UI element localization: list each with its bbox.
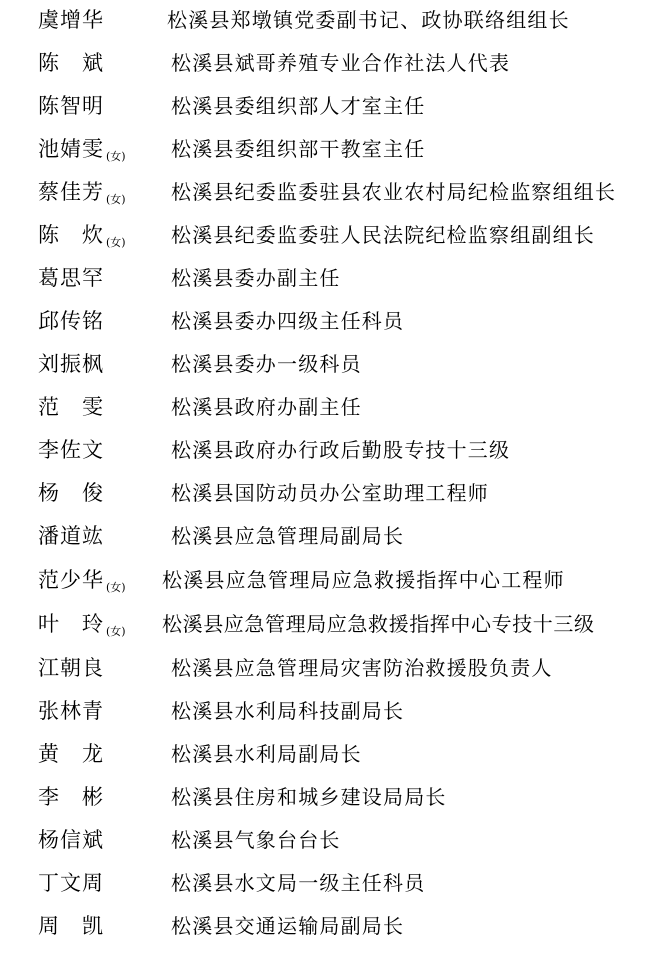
person-name: 范 雯 (38, 395, 104, 419)
list-item (0, 430, 655, 470)
person-title: 松溪县政府办副主任 (171, 395, 362, 419)
list-item (0, 43, 655, 83)
gender-note: (女) (106, 150, 126, 163)
person-title: 松溪县应急管理局应急救援指挥中心工程师 (162, 568, 565, 592)
list-item (0, 906, 655, 946)
person-name: 陈 斌 (38, 51, 104, 75)
gender-note: (女) (106, 236, 126, 249)
person-name: 李 彬 (38, 785, 104, 809)
person-name: 范少华 (女) (38, 568, 126, 594)
gender-note: (女) (106, 581, 126, 594)
list-item (0, 215, 655, 255)
list-item (0, 604, 655, 644)
person-name: 葛思罕 (38, 266, 104, 290)
list-item (0, 0, 655, 40)
person-title: 松溪县斌哥养殖专业合作社法人代表 (171, 51, 511, 75)
person-title: 松溪县水文局一级主任科员 (171, 871, 426, 895)
person-name: 潘道竑 (38, 524, 104, 548)
list-item (0, 820, 655, 860)
person-title: 松溪县纪委监委驻人民法院纪检监察组副组长 (171, 223, 595, 247)
list-item (0, 129, 655, 169)
list-item (0, 691, 655, 731)
gender-note: (女) (106, 193, 126, 206)
list-item (0, 301, 655, 341)
person-title: 松溪县交通运输局副局长 (171, 914, 405, 938)
person-title: 松溪县气象台台长 (171, 828, 341, 852)
person-title: 松溪县委组织部干教室主任 (171, 137, 426, 161)
person-name: 陈 炊 (女) (38, 223, 126, 249)
person-title: 松溪县委办一级科员 (171, 352, 362, 376)
person-title: 松溪县纪委监委驻县农业农村局纪检监察组组长 (171, 180, 617, 204)
person-name: 李佐文 (38, 438, 104, 462)
person-name: 池婧雯 (女) (38, 137, 126, 163)
person-title: 松溪县水利局副局长 (171, 742, 362, 766)
person-name: 虞增华 (38, 8, 104, 32)
person-title: 松溪县住房和城乡建设局局长 (171, 785, 447, 809)
person-title: 松溪县委办四级主任科员 (171, 309, 405, 333)
person-title: 松溪县政府办行政后勤股专技十三级 (171, 438, 511, 462)
person-title: 松溪县国防动员办公室助理工程师 (171, 481, 489, 505)
person-name: 陈智明 (38, 94, 104, 118)
list-item (0, 258, 655, 298)
person-title: 松溪县应急管理局副局长 (171, 524, 405, 548)
gender-note: (女) (106, 625, 126, 638)
list-item (0, 734, 655, 774)
list-item (0, 387, 655, 427)
list-item (0, 777, 655, 817)
list-item (0, 86, 655, 126)
person-name: 周 凯 (38, 914, 104, 938)
person-name: 杨信斌 (38, 828, 104, 852)
person-name: 邱传铭 (38, 309, 104, 333)
person-name: 蔡佳芳 (女) (38, 180, 126, 206)
person-name: 江朝良 (38, 656, 104, 680)
list-item (0, 473, 655, 513)
person-name: 叶 玲 (女) (38, 612, 126, 638)
list-item (0, 648, 655, 688)
person-title: 松溪县应急管理局应急救援指挥中心专技十三级 (162, 612, 595, 636)
person-title: 松溪县郑墩镇党委副书记、政协联络组组长 (167, 8, 570, 32)
person-title: 松溪县水利局科技副局长 (171, 699, 405, 723)
list-item (0, 344, 655, 384)
person-name: 黄 龙 (38, 742, 104, 766)
list-item (0, 560, 655, 600)
person-name: 丁文周 (38, 871, 104, 895)
person-title: 松溪县委组织部人才室主任 (171, 94, 426, 118)
person-name: 刘振枫 (38, 352, 104, 376)
person-name: 张林青 (38, 699, 104, 723)
person-title: 松溪县应急管理局灾害防治救援股负责人 (171, 656, 553, 680)
person-name: 杨 俊 (38, 481, 104, 505)
list-item (0, 516, 655, 556)
person-title: 松溪县委办副主任 (171, 266, 341, 290)
list-item (0, 863, 655, 903)
list-item (0, 172, 655, 212)
